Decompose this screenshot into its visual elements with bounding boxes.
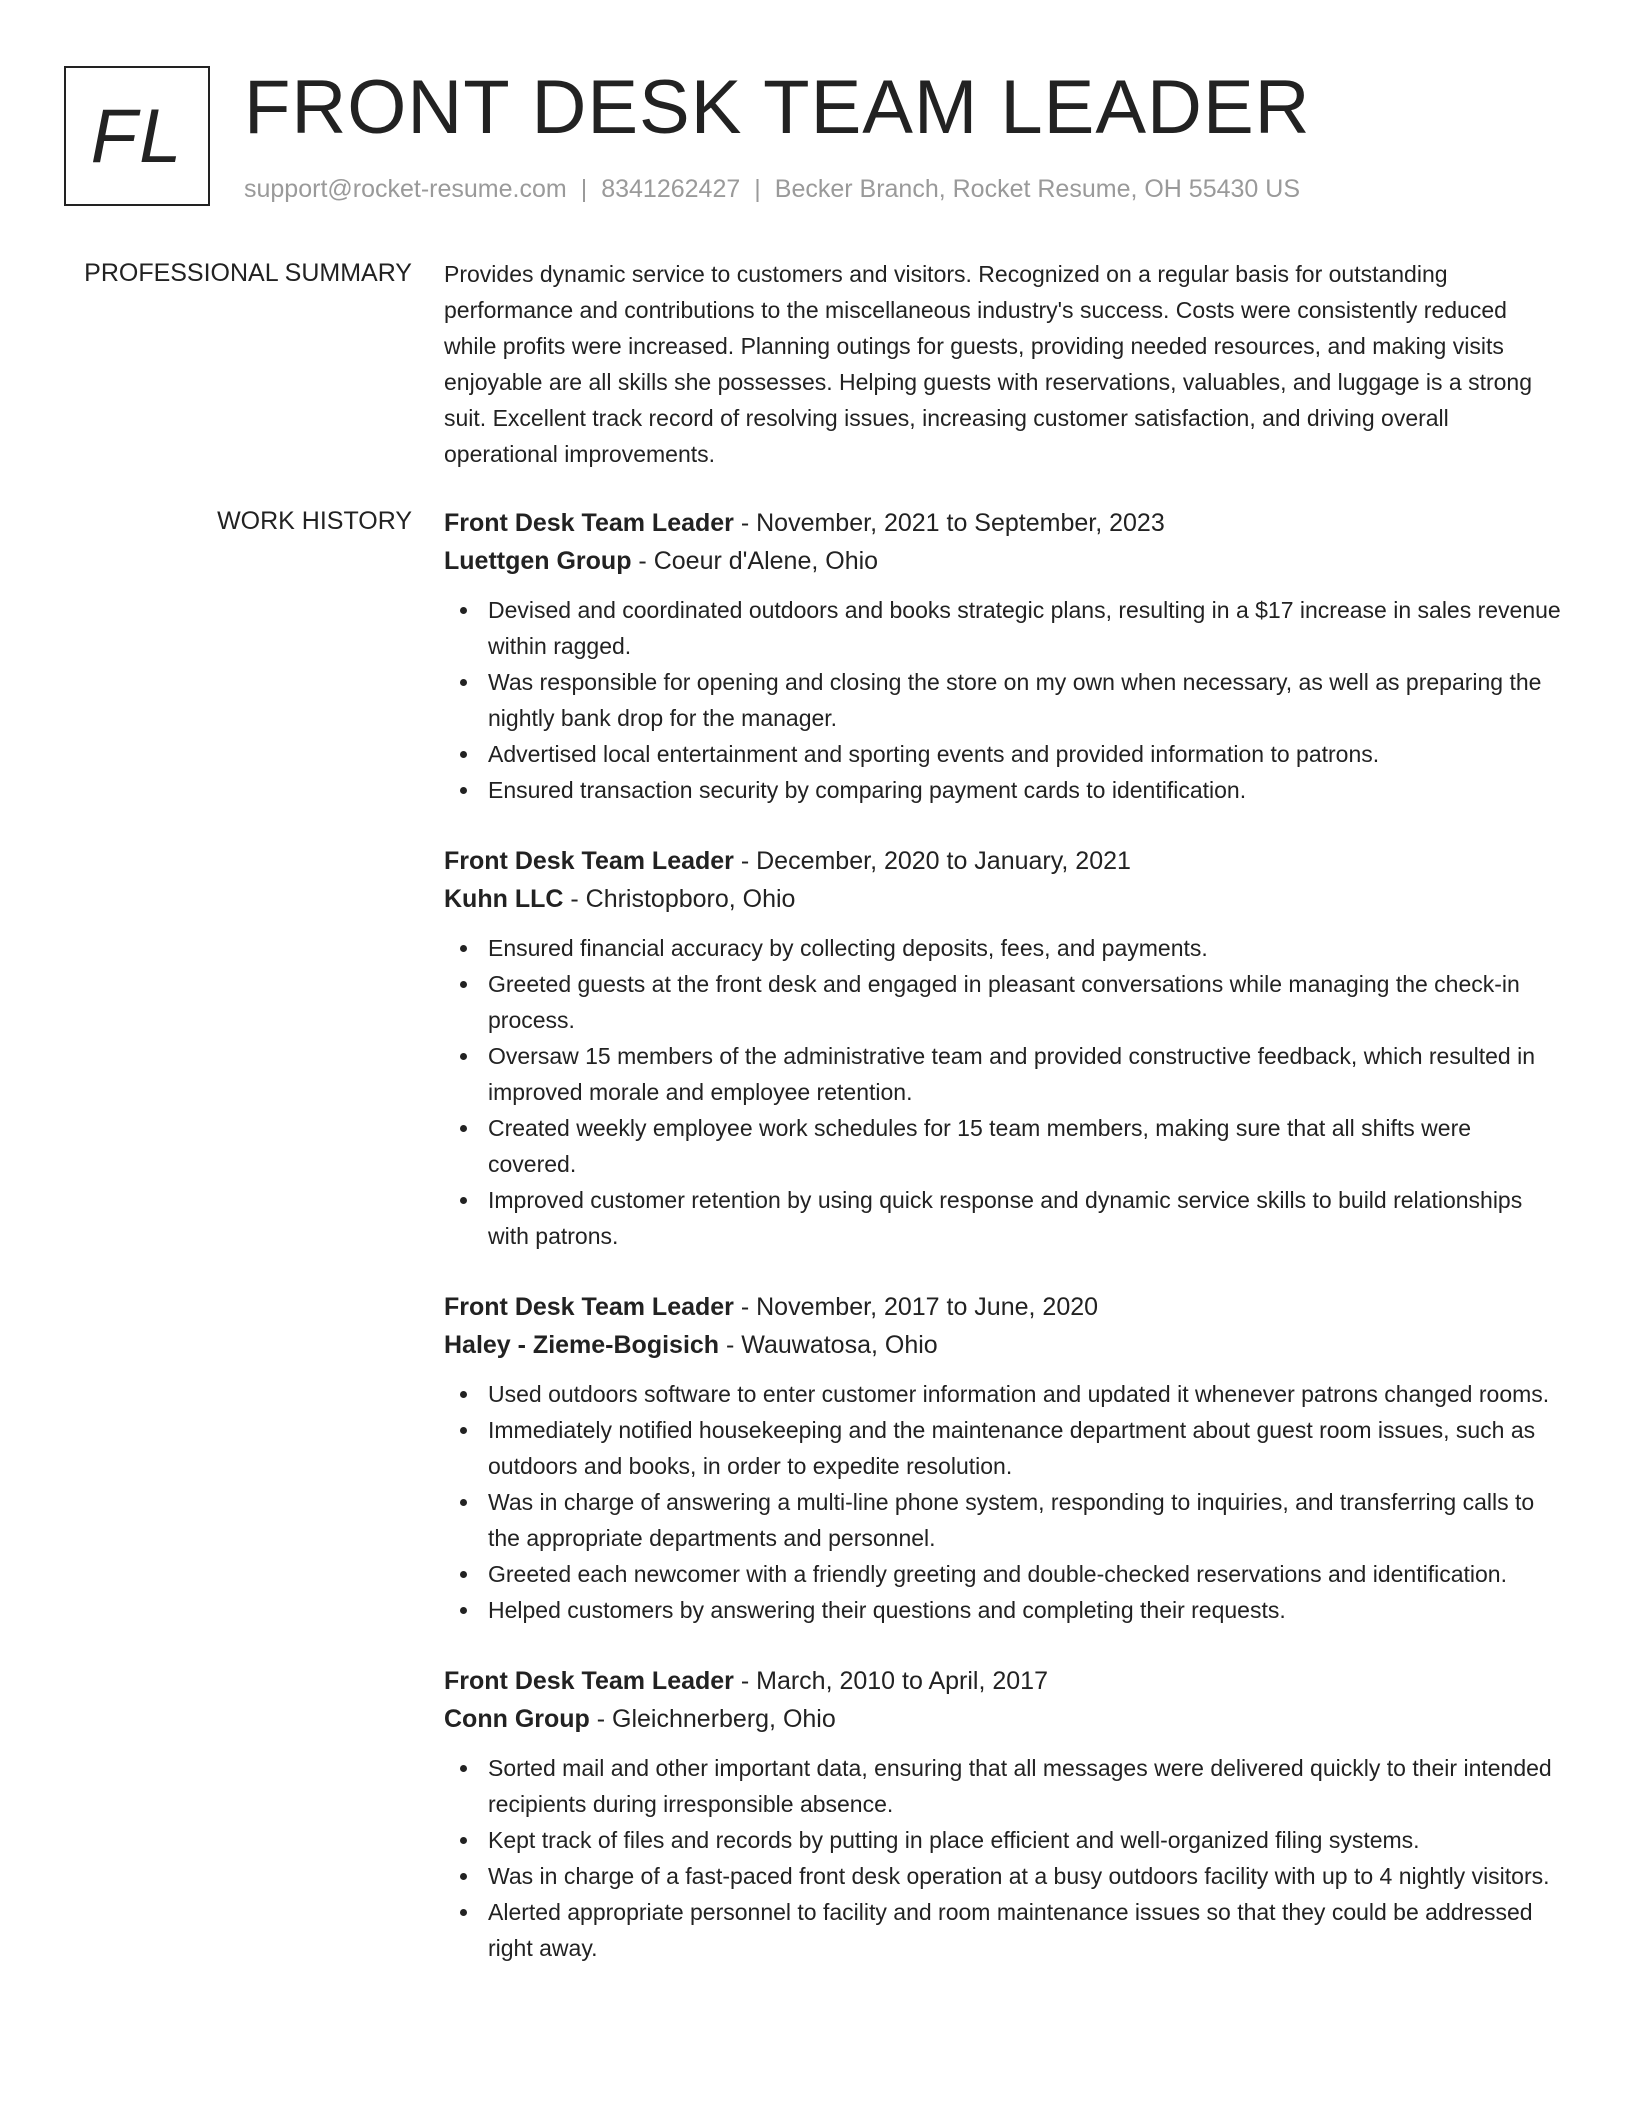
job-bullet: Greeted each newcomer with a friendly greeting and double-checked reservations and identification. bbox=[444, 1556, 1564, 1592]
contact-line bbox=[244, 172, 1300, 206]
job-company-line bbox=[444, 1700, 1564, 1738]
monogram-badge: FL bbox=[64, 66, 210, 206]
job-bullet: Devised and coordinated outdoors and books strategic plans, resulting in a $17 increase in sales revenue within ragged. bbox=[444, 592, 1564, 664]
job-bullet: Helped customers by answering their questions and completing their requests. bbox=[444, 1592, 1564, 1628]
job-title: Front Desk Team Leader bbox=[444, 847, 734, 875]
job-entry bbox=[444, 504, 1564, 808]
job-entry bbox=[444, 1662, 1564, 1966]
job-company-line bbox=[444, 542, 1564, 580]
job-company: Conn Group bbox=[444, 1705, 590, 1733]
contact-separator: | bbox=[580, 175, 588, 203]
section-heading-summary: PROFESSIONAL SUMMARY bbox=[84, 259, 412, 287]
job-bullet: Was in charge of answering a multi-line phone system, responding to inquiries, and transferring calls to the appropriate departments and personnel. bbox=[444, 1484, 1564, 1556]
job-location: - Gleichnerberg, Ohio bbox=[589, 1705, 836, 1733]
job-bullet: Advertised local entertainment and sporting events and provided information to patrons. bbox=[444, 736, 1564, 772]
job-company-line bbox=[444, 880, 1564, 918]
job-title-line bbox=[444, 842, 1564, 880]
job-bullet: Oversaw 15 members of the administrative team and provided constructive feedback, which resulted in improved morale and employee retention. bbox=[444, 1038, 1564, 1110]
job-bullet: Used outdoors software to enter customer information and updated it whenever patrons changed rooms. bbox=[444, 1376, 1564, 1412]
job-entry bbox=[444, 842, 1564, 1254]
job-bullet: Created weekly employee work schedules for 15 team members, making sure that all shifts were covered. bbox=[444, 1110, 1564, 1182]
job-title: Front Desk Team Leader bbox=[444, 509, 734, 537]
job-company: Luettgen Group bbox=[444, 547, 632, 575]
job-bullet: Was in charge of a fast-paced front desk operation at a busy outdoors facility with up to 4 nightly visitors. bbox=[444, 1858, 1564, 1894]
job-location: - Wauwatosa, Ohio bbox=[719, 1331, 938, 1359]
job-dates: - November, 2017 to June, 2020 bbox=[733, 1293, 1099, 1321]
job-company-line bbox=[444, 1326, 1564, 1364]
job-company: Kuhn LLC bbox=[444, 885, 564, 913]
resume-title: FRONT DESK TEAM LEADER bbox=[244, 65, 1311, 150]
contact-email: support@rocket-resume.com bbox=[244, 175, 567, 203]
job-company: Haley - Zieme-Bogisich bbox=[444, 1331, 720, 1359]
job-dates: - December, 2020 to January, 2021 bbox=[733, 847, 1131, 875]
job-bullet: Ensured transaction security by comparing payment cards to identification. bbox=[444, 772, 1564, 808]
job-bullet-list bbox=[444, 930, 1564, 1254]
job-bullet: Ensured financial accuracy by collecting deposits, fees, and payments. bbox=[444, 930, 1564, 966]
job-dates: - March, 2010 to April, 2017 bbox=[733, 1667, 1048, 1695]
job-bullet: Sorted mail and other important data, ensuring that all messages were delivered quickly to their intended recipients during irresponsible absence. bbox=[444, 1750, 1564, 1822]
job-bullet: Was responsible for opening and closing the store on my own when necessary, as well as preparing the nightly bank drop for the manager. bbox=[444, 664, 1564, 736]
job-bullet: Immediately notified housekeeping and the maintenance department about guest room issues, such as outdoors and books, in order to expedite resolution. bbox=[444, 1412, 1564, 1484]
section-heading-work-history: WORK HISTORY bbox=[217, 507, 412, 535]
job-bullet-list bbox=[444, 1750, 1564, 1966]
job-bullet: Alerted appropriate personnel to facility and room maintenance issues so that they could be addressed right away. bbox=[444, 1894, 1564, 1966]
job-dates: - November, 2021 to September, 2023 bbox=[733, 509, 1165, 537]
job-location: - Coeur d'Alene, Ohio bbox=[631, 547, 879, 575]
job-entry bbox=[444, 1288, 1564, 1628]
job-bullet: Improved customer retention by using quick response and dynamic service skills to build relationships with patrons. bbox=[444, 1182, 1564, 1254]
job-title-line bbox=[444, 1662, 1564, 1700]
job-title-line bbox=[444, 1288, 1564, 1326]
job-title-line bbox=[444, 504, 1564, 542]
contact-phone: 8341262427 bbox=[601, 175, 741, 203]
job-list bbox=[444, 504, 1564, 2000]
job-title: Front Desk Team Leader bbox=[444, 1293, 734, 1321]
resume-header bbox=[64, 64, 1572, 214]
summary-text: Provides dynamic service to customers and visitors. Recognized on a regular basis for outstanding performance and contributions to the miscellaneous industry's success. Costs were consistently reduced while profits were increased. Planning outings for guests, providing needed resources, and making visits enjoyable are all skills she possesses. Helping guests with reservations, valuables, and luggage is a strong suit. Excellent track record of resolving issues, increasing customer satisfaction, and driving overall operational improvements. bbox=[444, 261, 1532, 467]
job-bullet-list bbox=[444, 592, 1564, 808]
job-title: Front Desk Team Leader bbox=[444, 1667, 734, 1695]
job-location: - Christopboro, Ohio bbox=[563, 885, 796, 913]
job-bullet-list bbox=[444, 1376, 1564, 1628]
job-bullet: Greeted guests at the front desk and engaged in pleasant conversations while managing the check-in process. bbox=[444, 966, 1564, 1038]
contact-address: Becker Branch, Rocket Resume, OH 55430 US bbox=[774, 175, 1300, 203]
job-bullet: Kept track of files and records by putting in place efficient and well-organized filing systems. bbox=[444, 1822, 1564, 1858]
contact-separator: | bbox=[754, 175, 761, 203]
